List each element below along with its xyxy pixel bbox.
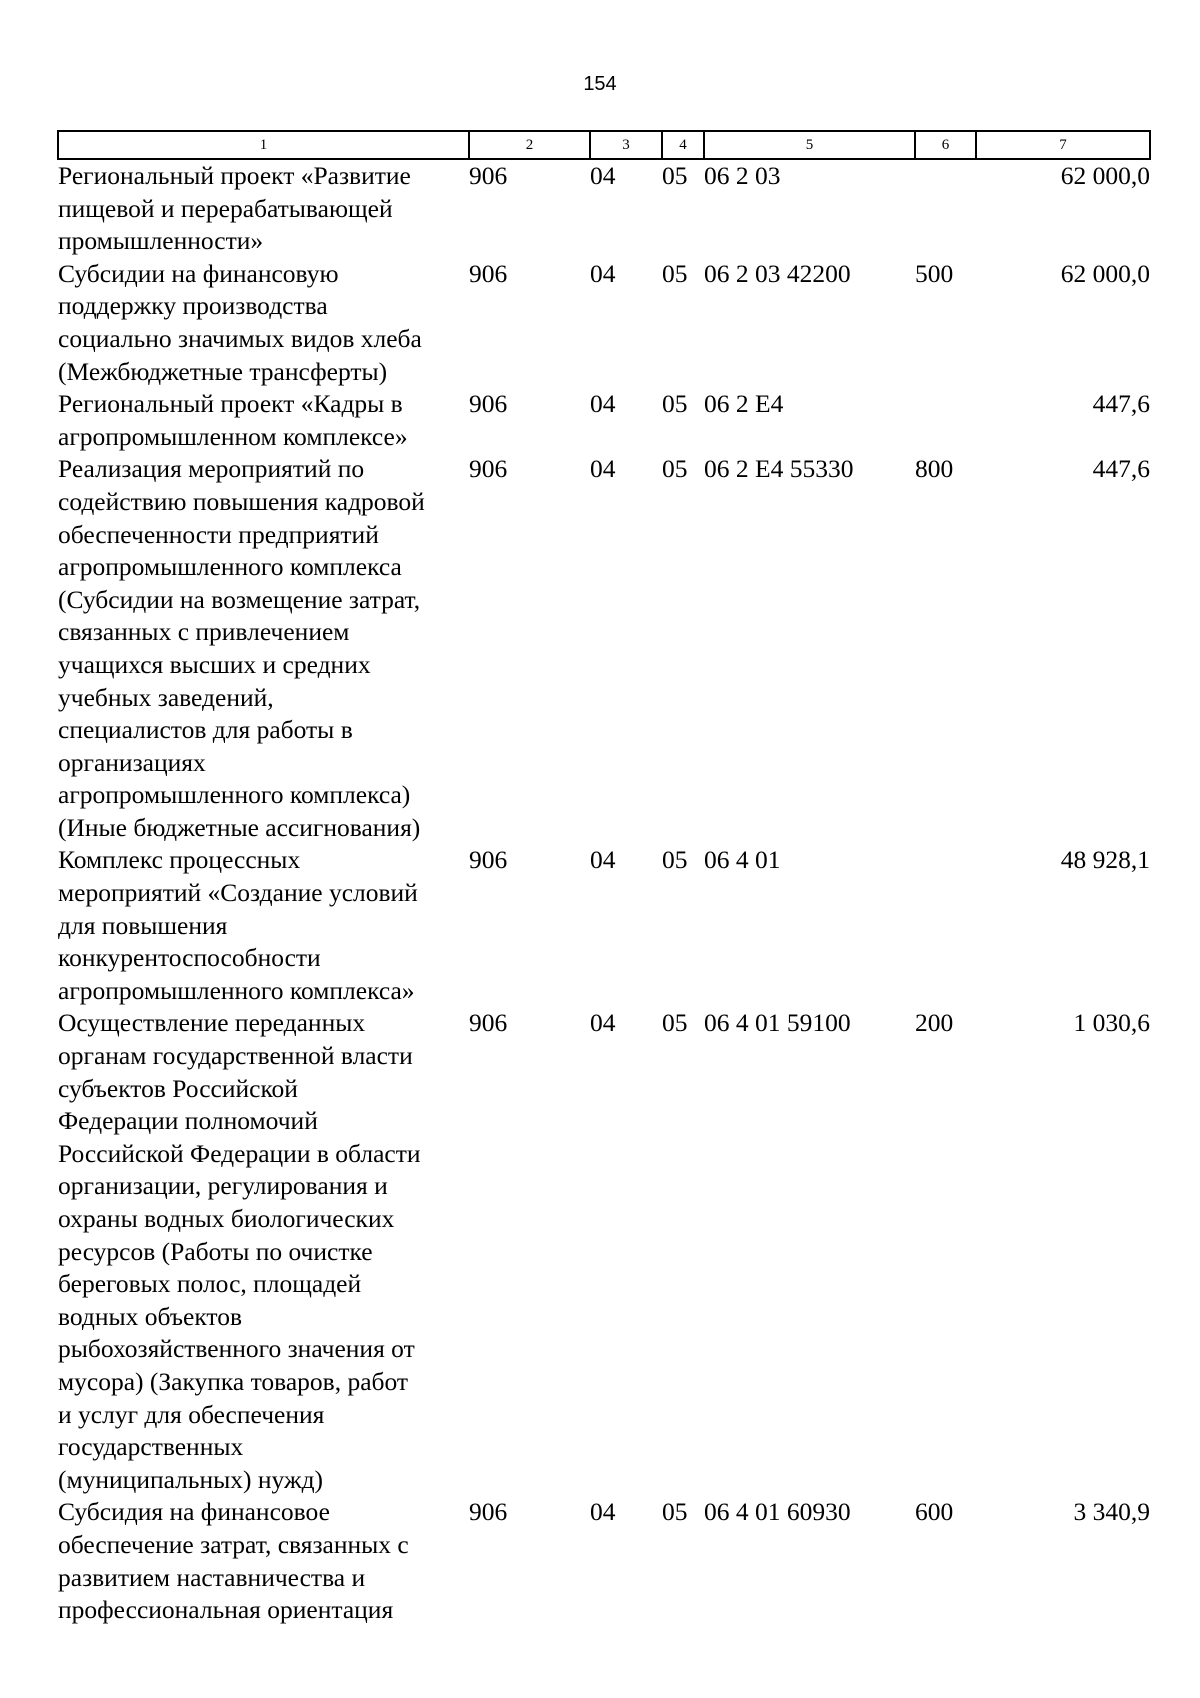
row-ministry-code: 906 [469,845,508,875]
row-section-code: 04 [590,845,616,875]
table-row [58,844,1150,1007]
row-expense-type [915,159,976,258]
row-expense-type: 600 [915,1497,954,1527]
row-subsection-code: 05 [662,389,688,419]
column-header-4: 4 [662,131,704,159]
column-header-2: 2 [469,131,590,159]
budget-table [57,130,1151,1627]
row-section-code: 04 [590,389,616,419]
page-number: 154 [583,73,617,95]
row-target-article: 06 2 03 [704,161,781,190]
row-amount: 1 030,6 [1073,1008,1150,1038]
row-subsection-code: 05 [662,258,688,288]
row-amount: 62 000,0 [1060,258,1150,288]
row-name: Региональный проект «Развитие пищевой и перерабатывающей промышленности» [58,161,411,256]
row-target-article: 06 4 01 [704,845,781,875]
row-section-code: 04 [590,1008,616,1038]
row-name: Реализация мероприятий по содействию повышения кадровой обеспеченности предприятий агропромышленного комплекса (Субсидии на возмещение затрат, связанных с привлечением учащихся высших и средних учебных заведений, специалистов для работы в организациях агропромышленного комплекса) (Иные бюджетные ассигнования) [58,454,425,842]
table-row [58,1496,1150,1626]
row-name: Субсидии на финансовую поддержку производства социально значимых видов хлеба (Межбюджетные трансферты) [58,258,422,386]
column-header-5: 5 [704,131,915,159]
column-header-7: 7 [976,131,1150,159]
row-section-code: 04 [590,1497,616,1527]
row-amount: 447,6 [1092,454,1150,484]
row-target-article: 06 4 01 60930 [704,1497,851,1527]
header-row [58,131,1150,159]
row-target-article: 06 2 03 42200 [704,258,851,288]
table-row [58,453,1150,844]
table-row [58,258,1150,388]
row-section-code: 04 [590,454,616,484]
row-amount: 62 000,0 [1060,161,1150,190]
row-amount: 3 340,9 [1073,1497,1150,1527]
row-expense-type: 500 [915,258,954,288]
row-name: Осуществление переданных органам государственной власти субъектов Российской Федерации полномочий Российской Федерации в области организации, регулирования и охраны водных биологических ресурсов (Работы по очистке береговых полос, площадей водных объектов рыбохозяйственного значения от мусора) (Закупка товаров, работ и услуг для обеспечения государственных (муниципальных) нужд) [58,1008,421,1494]
row-expense-type [915,844,976,1007]
row-name: Региональный проект «Кадры в агропромышленном комплексе» [58,389,408,451]
row-target-article: 06 4 01 59100 [704,1008,851,1038]
row-expense-type: 800 [915,454,954,484]
row-subsection-code: 05 [662,161,688,190]
row-section-code: 04 [590,161,616,190]
row-target-article: 06 2 E4 [704,389,784,419]
row-section-code: 04 [590,258,616,288]
column-header-6: 6 [915,131,976,159]
column-header-3: 3 [590,131,662,159]
row-expense-type [915,388,976,453]
row-ministry-code: 906 [469,258,508,288]
row-ministry-code: 906 [469,1008,508,1038]
row-ministry-code: 906 [469,161,508,190]
row-name: Субсидия на финансовое обеспечение затрат, связанных с развитием наставничества и профессиональная ориентация [58,1497,409,1625]
row-subsection-code: 05 [662,845,688,875]
row-amount: 48 928,1 [1060,845,1150,875]
row-ministry-code: 906 [469,389,508,419]
table-row [58,159,1150,258]
row-amount: 447,6 [1092,389,1150,419]
row-target-article: 06 2 E4 55330 [704,454,854,484]
row-expense-type: 200 [915,1008,954,1038]
column-header-1: 1 [58,131,469,159]
table-row [58,388,1150,453]
row-subsection-code: 05 [662,1497,688,1527]
table-row [58,1007,1150,1496]
row-ministry-code: 906 [469,1497,508,1527]
row-subsection-code: 05 [662,1008,688,1038]
row-ministry-code: 906 [469,454,508,484]
row-name: Комплекс процессных мероприятий «Создание условий для повышения конкурентоспособности агропромышленного комплекса» [58,845,418,1005]
row-subsection-code: 05 [662,454,688,484]
